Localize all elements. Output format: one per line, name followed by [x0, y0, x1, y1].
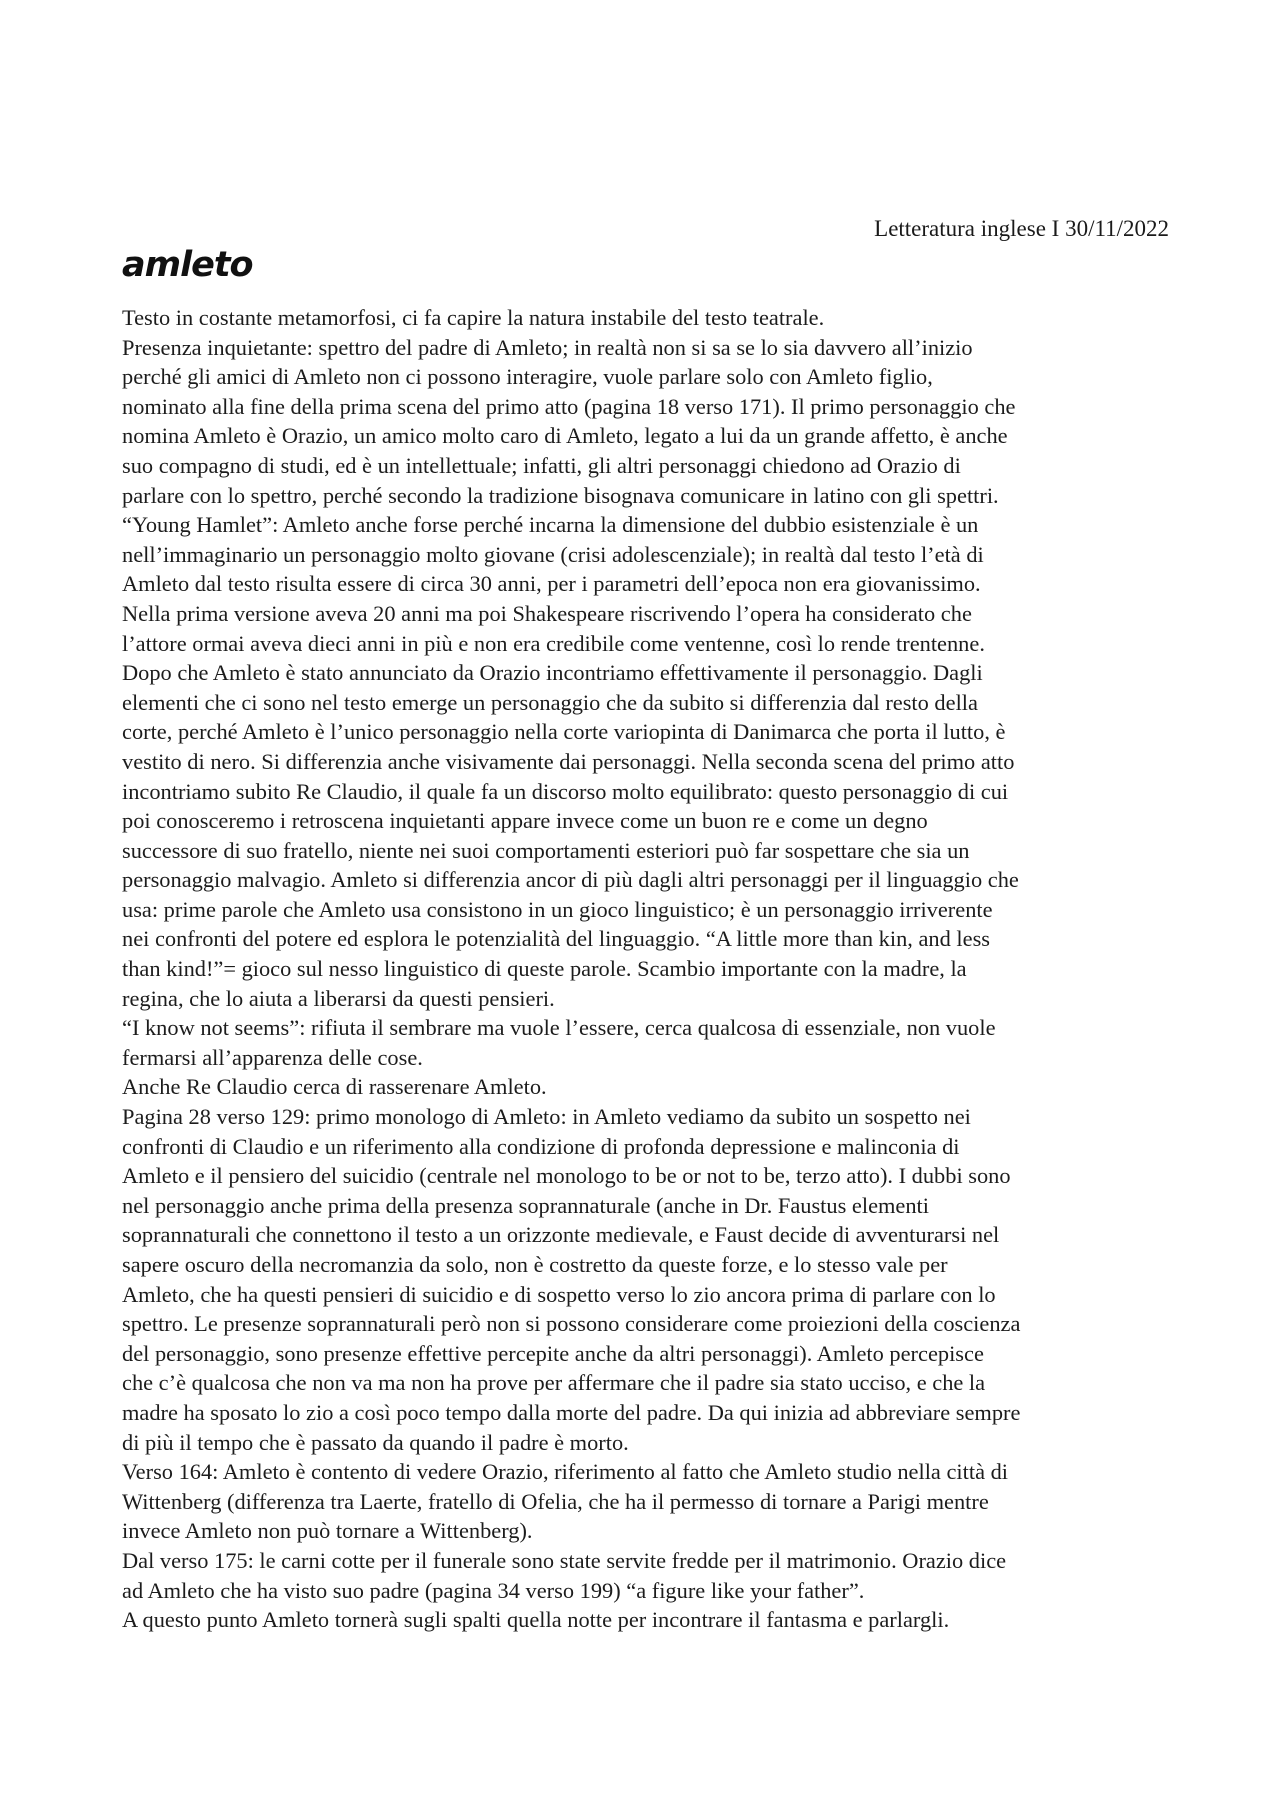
header-date: Letteratura inglese I 30/11/2022: [874, 216, 1169, 241]
text-line: usa: prime parole che Amleto usa consistono in un gioco linguistico; è un personaggio irriverente: [122, 896, 993, 922]
text-line: che c’è qualcosa che non va ma non ha prove per affermare che il padre sia stato ucciso, e che la: [122, 1370, 986, 1396]
text-line: Amleto e il pensiero del suicidio (centrale nel monologo to be or not to be, terzo atto). I dubbi sono: [122, 1163, 1011, 1189]
text-line: Pagina 28 verso 129: primo monologo di Amleto: in Amleto vediamo da subito un sospetto nei: [122, 1104, 971, 1130]
text-line: incontriamo subito Re Claudio, il quale fa un discorso molto equilibrato: questo personaggio di cui: [122, 778, 1009, 804]
text-line: poi conosceremo i retroscena inquietanti appare invece come un buon re e come un degno: [122, 808, 928, 834]
text-line: Amleto dal testo risulta essere di circa 30 anni, per i parametri dell’epoca non era giovanissimo.: [122, 571, 981, 597]
text-line: Dopo che Amleto è stato annunciato da Orazio incontriamo effettivamente il personaggio. Dagli: [122, 660, 983, 686]
text-line: “Young Hamlet”: Amleto anche forse perché incarna la dimensione del dubbio esistenziale è un: [122, 512, 979, 538]
text-line: Wittenberg (differenza tra Laerte, fratello di Ofelia, che ha il permesso di tornare a Parigi mentre: [122, 1488, 989, 1514]
text-line: “I know not seems”: rifiuta il sembrare ma vuole l’essere, cerca qualcosa di essenziale, non vuole: [122, 1015, 996, 1041]
text-line: successore di suo fratello, niente nei suoi comportamenti esteriori può far sospettare che sia un: [122, 837, 970, 863]
text-line: invece Amleto non può tornare a Wittenberg).: [122, 1518, 533, 1544]
text-line: parlare con lo spettro, perché secondo la tradizione bisognava comunicare in latino con gli spettri.: [122, 482, 999, 508]
text-line: elementi che ci sono nel testo emerge un personaggio che da subito si differenzia dal resto della: [122, 689, 978, 715]
text-line: di più il tempo che è passato da quando il padre è morto.: [122, 1429, 629, 1455]
text-line: nei confronti del potere ed esplora le potenzialità del linguaggio. “A little more than kin, and less: [122, 926, 990, 952]
text-line: Dal verso 175: le carni cotte per il funerale sono state servite fredde per il matrimonio. Orazio dice: [122, 1547, 1007, 1573]
text-line: Amleto, che ha questi pensieri di suicidio e di sospetto verso lo zio ancora prima di parlare con lo: [122, 1281, 996, 1307]
text-line: A questo punto Amleto tornerà sugli spalti quella notte per incontrare il fantasma e parlargli.: [122, 1607, 950, 1633]
text-line: Testo in costante metamorfosi, ci fa capire la natura instabile del testo teatrale.: [122, 305, 825, 330]
text-line: madre ha sposato lo zio a così poco tempo dalla morte del padre. Da qui inizia ad abbreviare sempre: [122, 1399, 1021, 1425]
text-line: personaggio malvagio. Amleto si differenzia ancor di più dagli altri personaggi per il linguaggio che: [122, 867, 1019, 893]
text-line: sapere oscuro della necromanzia da solo, non è costretto da queste forze, e lo stesso vale per: [122, 1252, 948, 1277]
text-line: fermarsi all’apparenza delle cose.: [122, 1044, 423, 1070]
text-line: nel personaggio anche prima della presenza soprannaturale (anche in Dr. Faustus elementi: [122, 1192, 930, 1218]
text-line: nominato alla fine della prima scena del primo atto (pagina 18 verso 171). Il primo personaggio che: [122, 393, 1016, 419]
text-line: l’attore ormai aveva dieci anni in più e non era credibile come ventenne, così lo rende trentenne.: [122, 630, 985, 656]
body-text: [122, 303, 1180, 1635]
text-line: Nella prima versione aveva 20 anni ma poi Shakespeare riscrivendo l’opera ha considerato che: [122, 600, 972, 626]
text-line: than kind!”= gioco sul nesso linguistico di queste parole. Scambio importante con la madre, la: [122, 956, 967, 982]
text-line: Verso 164: Amleto è contento di vedere Orazio, riferimento al fatto che Amleto studio nella città di: [122, 1459, 1009, 1485]
text-line: soprannaturali che connettono il testo a un orizzonte medievale, e Faust decide di avventurarsi nel: [122, 1222, 1000, 1248]
text-line: ad Amleto che ha visto suo padre (pagina 34 verso 199) “a figure like your father”.: [122, 1577, 865, 1603]
text-line: nell’immaginario un personaggio molto giovane (crisi adolescenziale); in realtà dal testo l’età di: [122, 541, 984, 567]
text-line: suo compagno di studi, ed è un intellettuale; infatti, gli altri personaggi chiedono ad Orazio di: [122, 452, 961, 478]
text-line: vestito di nero. Si differenzia anche visivamente dai personaggi. Nella seconda scena del primo atto: [122, 748, 1015, 774]
page-title: amleto: [122, 245, 253, 285]
text-line: nomina Amleto è Orazio, un amico molto caro di Amleto, legato a lui da un grande affetto, è anche: [122, 423, 1008, 449]
text-line: confronti di Claudio e un riferimento alla condizione di profonda depressione e malinconia di: [122, 1133, 960, 1159]
text-line: perché gli amici di Amleto non ci possono interagire, vuole parlare solo con Amleto figlio,: [122, 364, 933, 390]
text-line: regina, che lo aiuta a liberarsi da questi pensieri.: [122, 985, 555, 1011]
text-line: Presenza inquietante: spettro del padre di Amleto; in realtà non si sa se lo sia davvero all’inizio: [122, 334, 973, 360]
text-line: del personaggio, sono presenze effettive percepite anche da altri personaggi). Amleto percepisce: [122, 1340, 984, 1366]
text-line: spettro. Le presenze soprannaturali però non si possono considerare come proiezioni della coscienza: [122, 1311, 1021, 1337]
text-line: Anche Re Claudio cerca di rasserenare Amleto.: [122, 1074, 547, 1100]
text-line: corte, perché Amleto è l’unico personaggio nella corte variopinta di Danimarca che porta il lutto, è: [122, 719, 1006, 745]
